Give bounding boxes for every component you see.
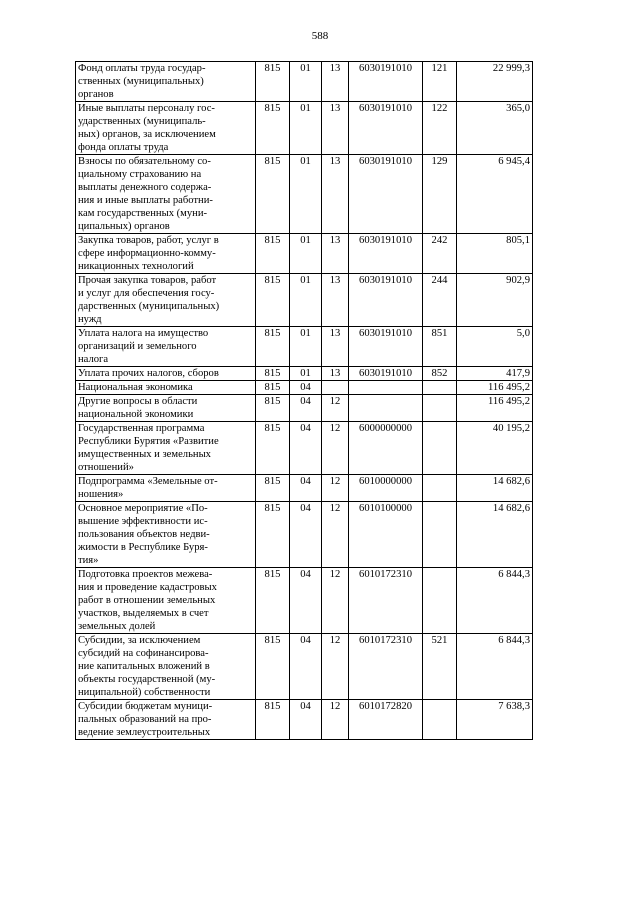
row-rz-cell: 04 [290,502,322,568]
row-rz-cell: 01 [290,367,322,381]
row-csr-cell: 6000000000 [349,422,423,475]
row-vr-cell: 244 [423,274,457,327]
row-pr-cell [322,381,349,395]
row-pr-cell: 13 [322,367,349,381]
row-rz-cell: 01 [290,234,322,274]
row-ved-cell: 815 [256,568,290,634]
row-vr-cell [423,475,457,502]
row-name-cell: Закупка товаров, работ, услуг в сфере информационно-комму- никационных технологий [76,234,256,274]
row-amount-cell: 365,0 [457,102,533,155]
row-ved-cell: 815 [256,327,290,367]
row-amount-cell: 902,9 [457,274,533,327]
row-name-cell: Уплата прочих налогов, сборов [76,367,256,381]
row-csr-cell: 6030191010 [349,367,423,381]
row-amount-cell: 5,0 [457,327,533,367]
row-pr-cell: 12 [322,700,349,740]
row-amount-cell: 14 682,6 [457,475,533,502]
row-ved-cell: 815 [256,422,290,475]
row-ved-cell: 815 [256,234,290,274]
row-csr-cell [349,381,423,395]
row-csr-cell: 6030191010 [349,62,423,102]
row-vr-cell: 852 [423,367,457,381]
row-csr-cell: 6010000000 [349,475,423,502]
row-pr-cell: 12 [322,502,349,568]
row-pr-cell: 12 [322,422,349,475]
row-ved-cell: 815 [256,274,290,327]
row-amount-cell: 6 844,3 [457,568,533,634]
row-pr-cell: 13 [322,155,349,234]
row-vr-cell: 121 [423,62,457,102]
row-amount-cell: 417,9 [457,367,533,381]
row-pr-cell: 12 [322,395,349,422]
row-rz-cell: 04 [290,700,322,740]
row-csr-cell: 6010172310 [349,568,423,634]
row-name-cell: Фонд оплаты труда государ- ственных (муниципальных) органов [76,62,256,102]
row-amount-cell: 14 682,6 [457,502,533,568]
row-name-cell: Прочая закупка товаров, работ и услуг для обеспечения госу- дарственных (муниципальных) нужд [76,274,256,327]
row-amount-cell: 116 495,2 [457,395,533,422]
row-amount-cell: 116 495,2 [457,381,533,395]
row-rz-cell: 01 [290,327,322,367]
row-ved-cell: 815 [256,62,290,102]
table-row [76,62,533,102]
row-ved-cell: 815 [256,700,290,740]
table-row [76,274,533,327]
row-name-cell: Субсидии, за исключением субсидий на софинансирова- ние капитальных вложений в объекты государственной (му- ниципальной) собственности [76,634,256,700]
row-rz-cell: 04 [290,422,322,475]
table-row [76,234,533,274]
table-row [76,327,533,367]
row-pr-cell: 13 [322,62,349,102]
row-rz-cell: 01 [290,274,322,327]
row-name-cell: Государственная программа Республики Бурятия «Развитие имущественных и земельных отношений» [76,422,256,475]
row-rz-cell: 04 [290,634,322,700]
page-number: 588 [311,30,329,42]
row-vr-cell: 122 [423,102,457,155]
row-ved-cell: 815 [256,502,290,568]
row-csr-cell: 6030191010 [349,102,423,155]
row-csr-cell: 6030191010 [349,155,423,234]
row-csr-cell [349,395,423,422]
row-name-cell: Другие вопросы в области национальной экономики [76,395,256,422]
row-ved-cell: 815 [256,381,290,395]
row-vr-cell [423,381,457,395]
row-csr-cell: 6010100000 [349,502,423,568]
table-row [76,700,533,740]
row-name-cell: Уплата налога на имущество организаций и земельного налога [76,327,256,367]
row-rz-cell: 01 [290,155,322,234]
budget-table [75,61,533,740]
row-ved-cell: 815 [256,102,290,155]
row-vr-cell [423,502,457,568]
row-vr-cell [423,422,457,475]
row-pr-cell: 13 [322,102,349,155]
row-amount-cell: 805,1 [457,234,533,274]
row-csr-cell: 6030191010 [349,234,423,274]
row-name-cell: Подготовка проектов межева- ния и проведение кадастровых работ в отношении земельных участков, выделяемых в счет земельных долей [76,568,256,634]
row-vr-cell [423,700,457,740]
row-csr-cell: 6010172310 [349,634,423,700]
row-csr-cell: 6030191010 [349,327,423,367]
table-row [76,367,533,381]
row-rz-cell: 01 [290,62,322,102]
row-rz-cell: 04 [290,568,322,634]
row-pr-cell: 12 [322,568,349,634]
row-vr-cell: 851 [423,327,457,367]
table-row [76,381,533,395]
row-amount-cell: 7 638,3 [457,700,533,740]
row-pr-cell: 13 [322,327,349,367]
row-name-cell: Иные выплаты персоналу гос- ударственных (муниципаль- ных) органов, за исключением фонда оплаты труда [76,102,256,155]
row-name-cell: Субсидии бюджетам муници- пальных образований на про- ведение землеустроительных [76,700,256,740]
row-rz-cell: 04 [290,381,322,395]
row-name-cell: Основное мероприятие «По- вышение эффективности ис- пользования объектов недви- жимости в Республике Буря- тия» [76,502,256,568]
row-pr-cell: 12 [322,475,349,502]
row-rz-cell: 04 [290,395,322,422]
table-row [76,102,533,155]
row-name-cell: Подпрограмма «Земельные от- ношения» [76,475,256,502]
table-row [76,422,533,475]
row-name-cell: Взносы по обязательному со- циальному страхованию на выплаты денежного содержа- ния и иные выплаты работни- кам государственных (муни- ципальных) органов [76,155,256,234]
row-vr-cell [423,395,457,422]
row-rz-cell: 01 [290,102,322,155]
table-row [76,475,533,502]
row-amount-cell: 6 945,4 [457,155,533,234]
row-pr-cell: 13 [322,234,349,274]
row-amount-cell: 6 844,3 [457,634,533,700]
row-csr-cell: 6010172820 [349,700,423,740]
row-amount-cell: 40 195,2 [457,422,533,475]
row-ved-cell: 815 [256,155,290,234]
row-csr-cell: 6030191010 [349,274,423,327]
row-amount-cell: 22 999,3 [457,62,533,102]
table-row [76,502,533,568]
row-pr-cell: 13 [322,274,349,327]
row-rz-cell: 04 [290,475,322,502]
table-row [76,568,533,634]
table-row [76,634,533,700]
row-pr-cell: 12 [322,634,349,700]
row-vr-cell [423,568,457,634]
row-vr-cell: 129 [423,155,457,234]
table-row [76,155,533,234]
table-row [76,395,533,422]
row-ved-cell: 815 [256,395,290,422]
row-ved-cell: 815 [256,367,290,381]
row-ved-cell: 815 [256,475,290,502]
row-name-cell: Национальная экономика [76,381,256,395]
row-vr-cell: 242 [423,234,457,274]
row-ved-cell: 815 [256,634,290,700]
row-vr-cell: 521 [423,634,457,700]
